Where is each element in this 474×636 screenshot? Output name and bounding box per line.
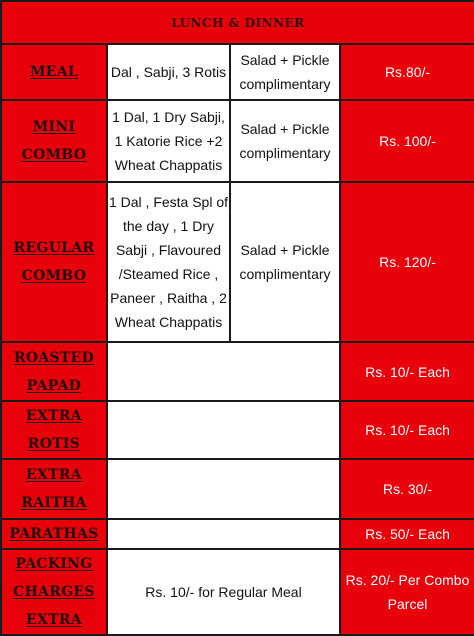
row-label-meal: MEAL [1,44,107,100]
row-label-regular-combo: REGULAR COMBO [1,182,107,342]
row-desc-extra-rotis [107,401,340,459]
table-row [1,519,474,549]
row-desc-roasted-papad [107,342,340,401]
table-row [1,401,474,459]
row-extra-meal: Salad + Pickle complimentary [230,44,340,100]
table-row [1,100,474,182]
row-price-packing-charges: Rs. 20/- Per Combo Parcel [340,549,474,635]
table-row [1,44,474,100]
table-row [1,459,474,519]
row-label-extra-raitha: EXTRA RAITHA [1,459,107,519]
row-label-extra-rotis: EXTRA ROTIS [1,401,107,459]
row-price-roasted-papad: Rs. 10/- Each [340,342,474,401]
row-label-roasted-papad: ROASTED PAPAD [1,342,107,401]
row-price-extra-raitha: Rs. 30/- [340,459,474,519]
table-row [1,182,474,342]
row-label-mini-combo: MINI COMBO [1,100,107,182]
row-desc-parathas [107,519,340,549]
title-row [1,1,474,44]
row-label-parathas: PARATHAS [1,519,107,549]
menu-title: LUNCH & DINNER [1,1,474,44]
row-price-regular-combo: Rs. 120/- [340,182,474,342]
row-desc-packing-charges: Rs. 10/- for Regular Meal [107,549,340,635]
row-price-parathas: Rs. 50/- Each [340,519,474,549]
row-extra-mini-combo: Salad + Pickle complimentary [230,100,340,182]
row-desc-mini-combo: 1 Dal, 1 Dry Sabji, 1 Katorie Rice +2 Wheat Chappatis [107,100,230,182]
row-extra-regular-combo: Salad + Pickle complimentary [230,182,340,342]
watermark: ato [230,195,263,220]
row-desc-extra-raitha [107,459,340,519]
row-price-mini-combo: Rs. 100/- [340,100,474,182]
row-label-packing-charges: PACKING CHARGES EXTRA [1,549,107,635]
row-desc-meal: Dal , Sabji, 3 Rotis [107,44,230,100]
table-row [1,549,474,635]
row-price-extra-rotis: Rs. 10/- Each [340,401,474,459]
row-desc-regular-combo: 1 Dal , Festa Spl of the day , 1 Dry Sabji , Flavoured /Steamed Rice , Paneer , Raitha , 2 Wheat Chappatis [107,182,230,342]
row-price-meal: Rs.80/- [340,44,474,100]
table-row [1,342,474,401]
